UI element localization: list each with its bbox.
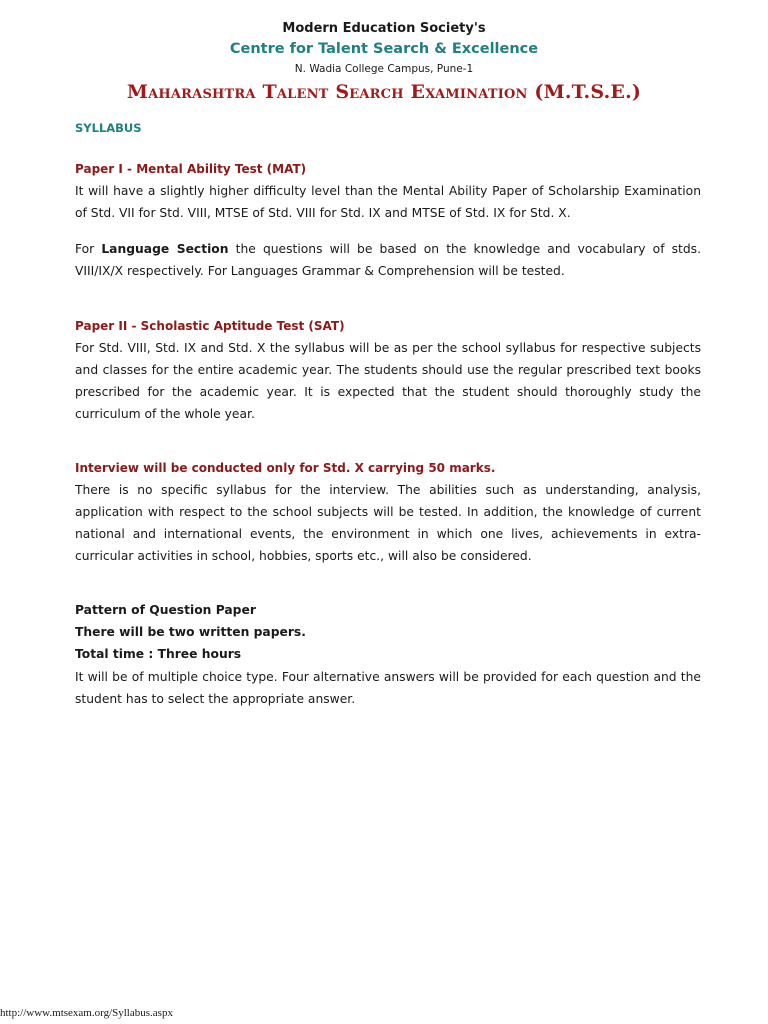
lang-bold: Language Section <box>101 242 229 256</box>
org-name: Modern Education Society's <box>282 21 486 36</box>
pattern-papers: There will be two written papers. <box>75 625 306 639</box>
syllabus-label: SYLLABUS <box>75 121 142 135</box>
language-section-text <box>75 238 701 282</box>
paper1-heading: Paper I - Mental Ability Test (MAT) <box>75 162 307 176</box>
lang-prefix: For <box>75 242 102 256</box>
exam-title: Maharashtra Talent Search Examination (M.T.S.E.) <box>126 81 642 103</box>
paper2-text: For Std. VIII, Std. IX and Std. X the syllabus will be as per the school syllabus for respective subjects and classes for the entire academic year. The students should use the regular prescribed text books prescribed for the academic year. It is expected that the student should thoroughly study the curriculum of the whole year. <box>75 341 701 421</box>
interview-heading: Interview will be conducted only for Std. X carrying 50 marks. <box>75 461 496 475</box>
campus-address: N. Wadia College Campus, Pune-1 <box>294 63 474 75</box>
pattern-text: It will be of multiple choice type. Four alternative answers will be provided for each question and the student has to select the appropriate answer. <box>75 670 701 706</box>
centre-name: Centre for Talent Search & Excellence <box>229 41 539 57</box>
pattern-time: Total time : Three hours <box>75 647 242 661</box>
paper2-heading: Paper II - Scholastic Aptitude Test (SAT) <box>75 319 345 333</box>
paper1-text: It will have a slightly higher difficulty level than the Mental Ability Paper of Scholarship Examination of Std. VII for Std. VIII, MTSE of Std. VIII for Std. IX and MTSE of Std. IX for Std. X. <box>75 184 701 220</box>
interview-text: There is no specific syllabus for the interview. The abilities such as understanding, analysis, application with respect to the school subjects will be tested. In addition, the knowledge of current national and international events, the environment in which one lives, achievements in extra-curricular activities in school, hobbies, sports etc., will also be considered. <box>75 483 701 563</box>
pattern-heading: Pattern of Question Paper <box>75 603 256 617</box>
lang-rest: the questions will be based on the knowledge and vocabulary of stds. VIII/IX/X respectively. For Languages Grammar & Comprehension will be tested. <box>75 242 701 278</box>
footer-url: http://www.mtsexam.org/Syllabus.aspx <box>0 1007 173 1019</box>
